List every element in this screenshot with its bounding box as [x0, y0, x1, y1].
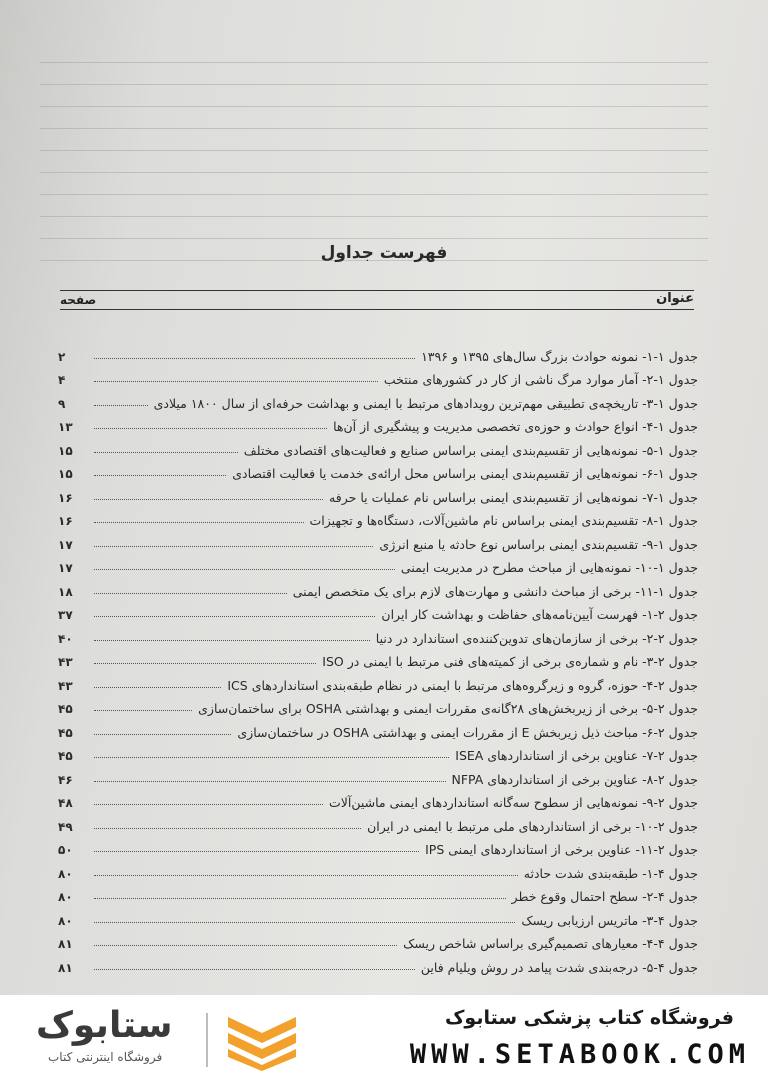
entry-page-number: ۳۷	[58, 608, 73, 622]
entry-page-number: ۸۰	[58, 913, 73, 928]
entry-title: جدول ۲-۶- مباحث ذیل زیربخش E از مقررات ایمنی و بهداشتی OSHA در ساختمان‌سازی	[237, 724, 698, 740]
list-item	[58, 810, 698, 834]
entry-title: جدول ۱-۷- نمونه‌هایی از تقسیم‌بندی ایمنی براساس نام عملیات یا حرفه	[329, 489, 698, 505]
list-item	[58, 387, 698, 411]
list-item	[58, 669, 698, 693]
list-item	[58, 951, 698, 975]
dot-leader	[94, 498, 323, 500]
entry-page-number: ۱۵	[58, 467, 73, 481]
entry-page-number: ۴۰	[58, 631, 73, 646]
list-item	[58, 716, 698, 740]
entry-title: جدول ۲-۵- برخی از زیربخش‌های ۲۸گانه‌ی مقررات ایمنی و بهداشتی OSHA برای ساختمان‌سازی	[198, 701, 698, 716]
entry-title: جدول ۲-۸- عناوین برخی از استانداردهای NFPA	[451, 771, 698, 787]
store-url[interactable]: WWW.SETABOOK.COM	[409, 1039, 750, 1070]
entry-page-number: ۴۵	[58, 702, 73, 716]
dot-leader	[94, 780, 446, 782]
dot-leader	[94, 874, 518, 876]
entry-title: جدول ۱-۱۱- برخی از مباحث دانشی و مهارت‌های لازم برای یک متخصص ایمنی	[292, 583, 698, 599]
dot-leader	[94, 639, 370, 641]
entry-title: جدول ۴-۳- ماتریس ارزیابی ریسک	[521, 912, 698, 928]
list-item	[58, 622, 698, 646]
entry-title: جدول ۲-۱۰- برخی از استانداردهای ملی مرتبط با ایمنی در ایران	[367, 818, 698, 834]
dot-leader	[94, 474, 226, 476]
entry-title: جدول ۲-۹- نمونه‌هایی از سطوح سه‌گانه استانداردهای ایمنی ماشین‌آلات	[328, 795, 698, 810]
list-item	[58, 599, 698, 623]
entry-title: جدول ۱-۱- نمونه حوادث بزرگ سال‌های ۱۳۹۵ و ۱۳۹۶	[421, 348, 698, 364]
store-name: فروشگاه کتاب پزشکی ستابوک	[444, 1007, 734, 1029]
entry-title: جدول ۴-۲- سطح احتمال وقوع خطر	[511, 889, 698, 904]
entry-page-number: ۸۰	[58, 866, 73, 881]
dot-leader	[94, 897, 506, 899]
dot-leader	[94, 803, 323, 805]
dot-leader	[94, 357, 415, 359]
entry-page-number: ۴۹	[58, 819, 73, 834]
dot-leader	[94, 686, 221, 688]
dot-leader	[94, 427, 327, 429]
dot-leader	[94, 451, 238, 453]
list-item	[58, 787, 698, 811]
dot-leader	[94, 827, 361, 829]
list-item	[58, 434, 698, 458]
entry-page-number: ۸۱	[58, 937, 73, 951]
list-item	[58, 552, 698, 576]
entry-page-number: ۱۳	[58, 420, 73, 434]
list-item	[58, 693, 698, 717]
entry-title: جدول ۱-۲- آمار موارد مرگ ناشی از کار در کشورهای منتخب	[383, 372, 698, 387]
entry-page-number: ۴۶	[58, 772, 73, 787]
entry-page-number: ۵۰	[58, 843, 73, 857]
entry-title: جدول ۴-۱- طبقه‌بندی شدت حادثه	[523, 865, 698, 881]
table-of-tables	[58, 340, 698, 975]
entry-title: جدول ۱-۹- تقسیم‌بندی ایمنی براساس نوع حادثه یا منبع انرژی	[379, 536, 698, 552]
dot-leader	[94, 756, 449, 758]
column-page-label: صفحه	[60, 293, 97, 307]
list-item	[58, 740, 698, 764]
entry-page-number: ۲	[58, 349, 66, 364]
dot-leader	[94, 850, 419, 852]
entry-page-number: ۱۷	[58, 561, 73, 575]
entry-page-number: ۴۵	[58, 725, 73, 740]
entry-page-number: ۴۸	[58, 796, 73, 810]
entry-page-number: ۱۸	[58, 584, 73, 599]
entry-page-number: ۱۵	[58, 443, 73, 458]
entry-page-number: ۱۶	[58, 514, 73, 528]
list-item	[58, 881, 698, 905]
entry-title: جدول ۱-۸- تقسیم‌بندی ایمنی براساس نام ماشین‌آلات، دستگاه‌ها و تجهیزات	[309, 513, 698, 528]
dot-leader	[94, 545, 373, 547]
dot-leader	[94, 380, 378, 382]
store-banner	[0, 995, 768, 1080]
list-item	[58, 857, 698, 881]
dot-leader	[94, 521, 304, 523]
dot-leader	[94, 944, 397, 946]
dot-leader	[94, 568, 395, 570]
list-item	[58, 646, 698, 670]
entry-page-number: ۱۷	[58, 537, 73, 552]
list-item	[58, 481, 698, 505]
logo-divider	[206, 1013, 208, 1067]
entry-title: جدول ۱-۵- نمونه‌هایی از تقسیم‌بندی ایمنی براساس صنایع و فعالیت‌های اقتصادی مختلف	[243, 442, 698, 458]
entry-page-number: ۴۵	[58, 749, 73, 763]
entry-title: جدول ۱-۶- نمونه‌هایی از تقسیم‌بندی ایمنی براساس محل ارائه‌ی خدمت یا فعالیت اقتصادی	[232, 466, 698, 481]
list-item	[58, 340, 698, 364]
list-item	[58, 834, 698, 858]
list-item	[58, 458, 698, 482]
entry-title: جدول ۴-۴- معیارهای تصمیم‌گیری براساس شاخص ریسک	[403, 936, 698, 951]
list-item	[58, 528, 698, 552]
logo-wordmark: ستابوک	[36, 1005, 173, 1046]
column-title-label: عنوان	[656, 291, 694, 306]
column-header	[60, 290, 694, 310]
dot-leader	[94, 404, 148, 406]
entry-page-number: ۴۳	[58, 678, 73, 693]
entry-title: جدول ۱-۴- انواع حوادث و حوزه‌ی تخصصی مدیریت و پیشگیری از آن‌ها	[333, 419, 698, 434]
entry-title: جدول ۲-۱- فهرست آیین‌نامه‌های حفاظت و بهداشت کار ایران	[381, 607, 698, 622]
list-item	[58, 364, 698, 388]
entry-page-number: ۱۶	[58, 490, 73, 505]
list-item	[58, 575, 698, 599]
store-logo	[10, 1005, 310, 1073]
entry-title: جدول ۲-۳- نام و شماره‌ی برخی از کمیته‌های فنی مرتبط با ایمنی در ISO	[322, 654, 698, 669]
dot-leader	[94, 615, 375, 617]
list-item	[58, 928, 698, 952]
list-item	[58, 411, 698, 435]
dot-leader	[94, 662, 316, 664]
dot-leader	[94, 709, 192, 711]
list-item	[58, 505, 698, 529]
dot-leader	[94, 733, 231, 735]
entry-page-number: ۴	[58, 373, 66, 387]
entry-title: جدول ۲-۱۱- عناوین برخی از استانداردهای ایمنی IPS	[425, 842, 698, 857]
entry-title: جدول ۱-۱۰- نمونه‌هایی از مباحث مطرح در مدیریت ایمنی	[400, 560, 698, 575]
list-item	[58, 904, 698, 928]
book-stack-icon	[224, 1011, 300, 1071]
list-item	[58, 763, 698, 787]
entry-page-number: ۴۳	[58, 655, 73, 669]
entry-title: جدول ۲-۴- حوزه، گروه و زیرگروه‌های مرتبط با ایمنی در نظام طبقه‌بندی استانداردهای ICS	[227, 677, 698, 693]
dot-leader	[94, 921, 515, 923]
entry-title: جدول ۲-۷- عناوین برخی از استانداردهای ISEA	[455, 748, 698, 763]
dot-leader	[94, 592, 287, 594]
entry-page-number: ۸۱	[58, 960, 73, 975]
entry-title: جدول ۴-۵- درجه‌بندی شدت پیامد در روش ویلیام فاین	[420, 959, 698, 975]
entry-page-number: ۸۰	[58, 890, 73, 904]
page-heading: فهرست جداول	[320, 243, 448, 263]
dot-leader	[94, 968, 415, 970]
entry-title: جدول ۲-۲- برخی از سازمان‌های تدوین‌کننده‌ی استاندارد در دنیا	[375, 630, 698, 646]
entry-title: جدول ۱-۳- تاریخچه‌ی تطبیقی مهم‌ترین رویدادهای مرتبط با ایمنی و بهداشت حرفه‌ای از سال ۱۸۰۰ میلادی	[153, 395, 698, 411]
entry-page-number: ۹	[58, 396, 66, 411]
logo-tagline: فروشگاه اینترنتی کتاب	[48, 1050, 163, 1064]
